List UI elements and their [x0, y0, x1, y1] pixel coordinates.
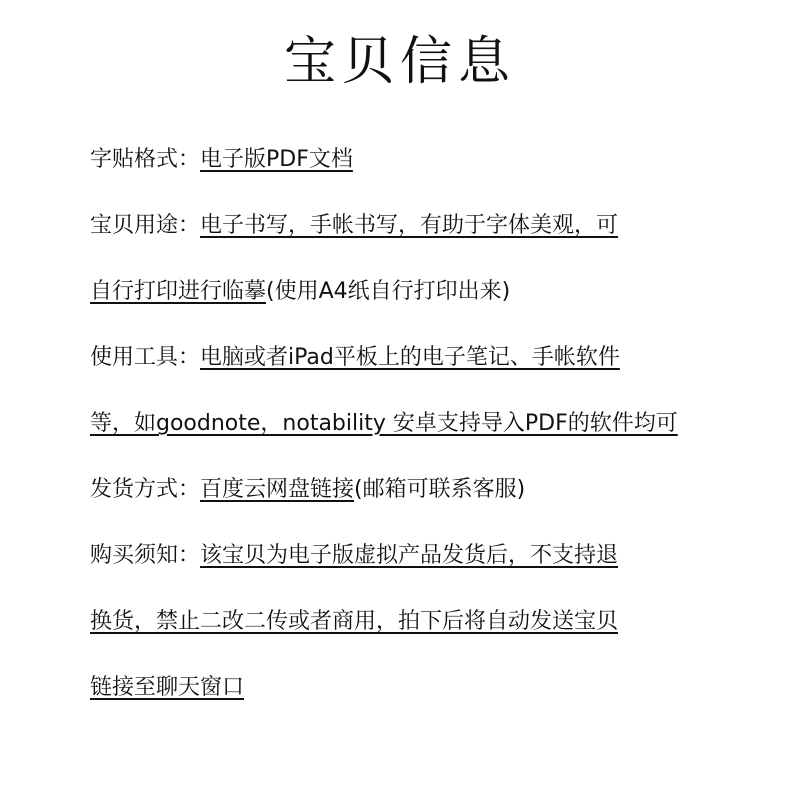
usage-value-continued: 自行打印进行临摹 [90, 279, 267, 304]
notice-row [90, 541, 618, 571]
tools-value: 电脑或者iPad平板上的电子笔记、手帐软件 [200, 345, 620, 370]
page-title: 宝贝信息 [283, 32, 516, 92]
usage-row-continued [90, 277, 510, 307]
usage-label: 宝贝用途： [90, 213, 201, 238]
notice-row-continued-1 [90, 607, 618, 637]
tools-row [90, 343, 620, 373]
usage-value: 电子书写，手帐书写，有助于字体美观，可 [200, 213, 619, 238]
notice-label: 购买须知： [90, 543, 201, 568]
usage-note: (使用A4纸自行打印出来) [266, 279, 511, 304]
tools-value-continued: 等，如goodnote，notability [90, 411, 386, 436]
tools-android-note: 安卓支持导入PDF的软件均可 [385, 411, 678, 436]
usage-row [90, 211, 618, 241]
format-label: 字贴格式： [90, 147, 201, 172]
notice-row-continued-2 [90, 673, 244, 703]
tools-label: 使用工具： [90, 345, 201, 370]
notice-value: 该宝贝为电子版虚拟产品发货后，不支持退 [200, 543, 619, 568]
notice-value-continued-1: 换货，禁止二改二传或者商用，拍下后将自动发送宝贝 [90, 609, 619, 634]
delivery-label: 发货方式： [90, 477, 201, 502]
notice-value-continued-2: 链接至聊天窗口 [90, 675, 245, 700]
format-row [90, 145, 353, 175]
delivery-row [90, 475, 525, 505]
delivery-note: (邮箱可联系客服) [354, 477, 526, 502]
format-value: 电子版PDF文档 [200, 147, 353, 172]
tools-row-continued [90, 409, 678, 439]
delivery-value: 百度云网盘链接 [200, 477, 355, 502]
